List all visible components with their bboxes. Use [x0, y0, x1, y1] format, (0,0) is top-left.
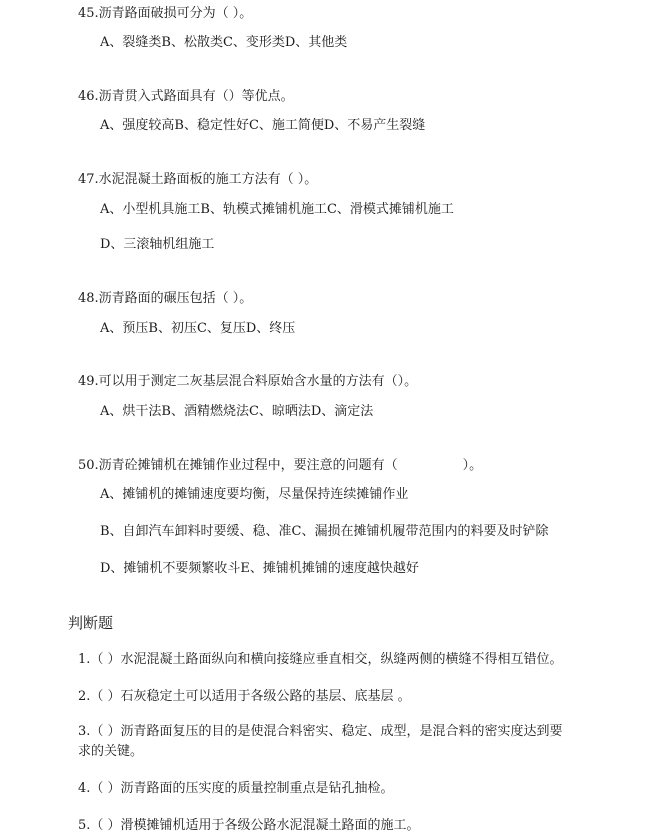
judgment-item-2: 2.（ ）石灰稳定土可以适用于各级公路的基层、底基层 。	[78, 689, 411, 704]
judgment-section-title: 判断题	[68, 614, 114, 632]
question-49-stem: 49.可以用于测定二灰基层混合料原始含水量的方法有（）。	[78, 374, 418, 389]
question-50-option-line-1: A、摊铺机的摊铺速度要均衡，尽量保持连续摊铺作业	[100, 487, 409, 502]
question-48-option-line-1: A、预压B、初压C、复压D、终压	[100, 321, 296, 336]
judgment-item-1: 1.（ ）水泥混凝土路面纵向和横向接缝应垂直相交，纵缝两侧的横缝不得相互错位。	[78, 652, 563, 667]
judgment-item-3-continued: 求的关键。	[78, 744, 144, 759]
question-50-option-line-3: D、摊铺机不要频繁收斗E、摊铺机摊铺的速度越快越好	[100, 561, 419, 576]
question-47-stem: 47.水泥混凝土路面板的施工方法有（ ）。	[78, 172, 318, 187]
question-47-option-line-2: D、三滚轴机组施工	[100, 237, 215, 252]
question-47-option-line-1: A、小型机具施工B、轨模式摊铺机施工C、滑模式摊铺机施工	[100, 202, 454, 217]
judgment-item-5: 5.（ ）滑模摊铺机适用于各级公路水泥混凝土路面的施工。	[78, 818, 420, 833]
question-50-stem: 50.沥青砼摊铺机在摊铺作业过程中，要注意的问题有（ ）。	[78, 458, 483, 473]
question-46-option-line-1: A、强度较高B、稳定性好C、施工简便D、不易产生裂缝	[100, 118, 426, 133]
judgment-item-4: 4.（ ）沥青路面的压实度的质量控制重点是钻孔抽检。	[78, 781, 394, 796]
question-45-option-line-1: A、裂缝类B、松散类C、变形类D、其他类	[100, 35, 348, 50]
question-45-stem: 45.沥青路面破损可分为（ ）。	[78, 6, 253, 21]
question-49-option-line-1: A、烘干法B、酒精燃烧法C、晾晒法D、滴定法	[100, 404, 374, 419]
question-50-option-line-2: B、自卸汽车卸料时要缓、稳、准C、漏损在摊铺机履带范围内的料要及时铲除	[100, 524, 549, 539]
judgment-item-3: 3.（ ）沥青路面复压的目的是使混合料密实、稳定、成型，是混合料的密实度达到要	[78, 724, 563, 739]
question-48-stem: 48.沥青路面的碾压包括（ ）。	[78, 291, 253, 306]
question-46-stem: 46.沥青贯入式路面具有（）等优点。	[78, 89, 294, 104]
